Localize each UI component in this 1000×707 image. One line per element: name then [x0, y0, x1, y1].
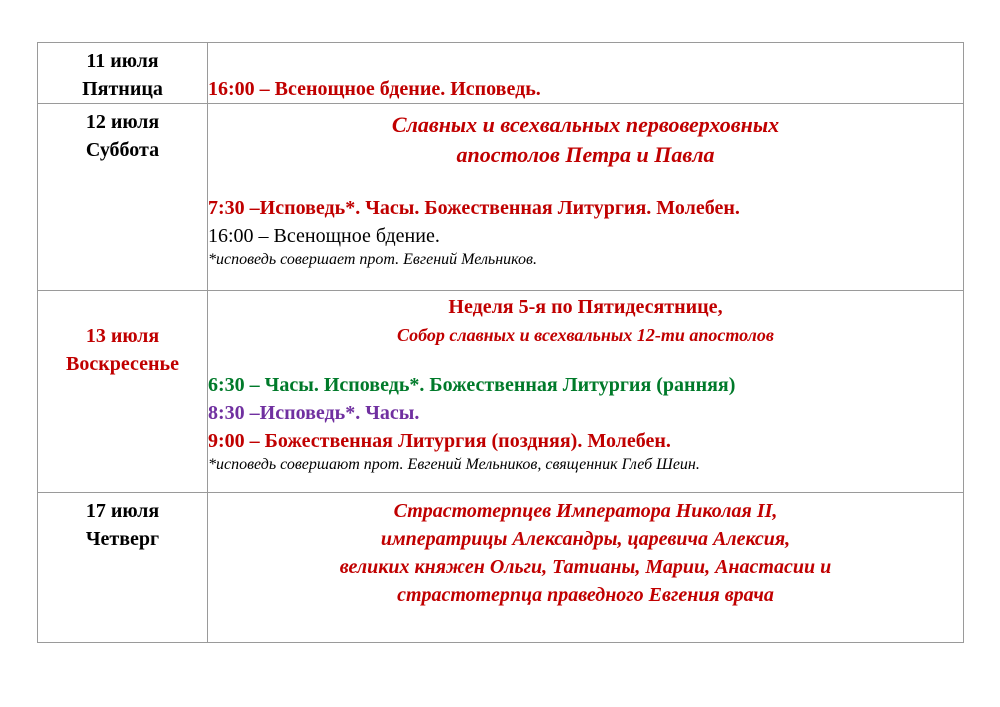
feast-title: страстотерпца праведного Евгения врача [397, 584, 774, 606]
day-cell [38, 104, 208, 291]
feast-title: великих княжен Ольги, Татианы, Марии, Анастасии и [339, 556, 832, 578]
service-cell [208, 43, 964, 104]
service-line: 7:30 –Исповедь*. Часы. Божественная Литургия. Молебен. [208, 197, 740, 219]
date-label: 17 июля [85, 500, 160, 522]
table-row [38, 104, 964, 291]
service-cell [208, 493, 964, 643]
service-line: 9:00 – Божественная Литургия (поздняя). Молебен. [208, 430, 671, 452]
service-line: 16:00 – Всенощное бдение. [208, 225, 440, 247]
footnote: *исповедь совершает прот. Евгений Мельников. [208, 251, 537, 268]
day-cell [38, 493, 208, 643]
table-row [38, 493, 964, 643]
date-label: 13 июля [85, 325, 160, 347]
table-row [38, 291, 964, 493]
weekday-label: Суббота [85, 139, 160, 161]
feast-title: апостолов Петра и Павла [456, 142, 715, 167]
date-label: 12 июля [85, 111, 160, 133]
schedule-table [37, 42, 964, 643]
service-cell [208, 104, 964, 291]
feast-title: Неделя 5-я по Пятидесятнице, [448, 296, 723, 318]
day-cell [38, 291, 208, 493]
feast-title: Страстотерпцев Императора Николая II, [393, 500, 778, 522]
weekday-label: Пятница [82, 78, 163, 100]
service-line: 6:30 – Часы. Исповедь*. Божественная Литургия (ранняя) [208, 374, 736, 396]
weekday-label: Четверг [85, 528, 160, 550]
date-label: 11 июля [86, 50, 159, 72]
weekday-label: Воскресенье [66, 353, 179, 375]
footnote: *исповедь совершают прот. Евгений Мельников, священник Глеб Шеин. [208, 456, 700, 473]
table-row [38, 43, 964, 104]
service-cell [208, 291, 964, 493]
service-line: 8:30 –Исповедь*. Часы. [208, 402, 420, 424]
feast-subtitle: Собор славных и всехвальных 12-ти апостолов [397, 325, 774, 345]
feast-title: императрицы Александры, царевича Алексия, [380, 528, 791, 550]
day-cell [38, 43, 208, 104]
feast-title: Славных и всехвальных первоверховных [391, 112, 780, 137]
service-line: 16:00 – Всенощное бдение. Исповедь. [208, 78, 541, 100]
